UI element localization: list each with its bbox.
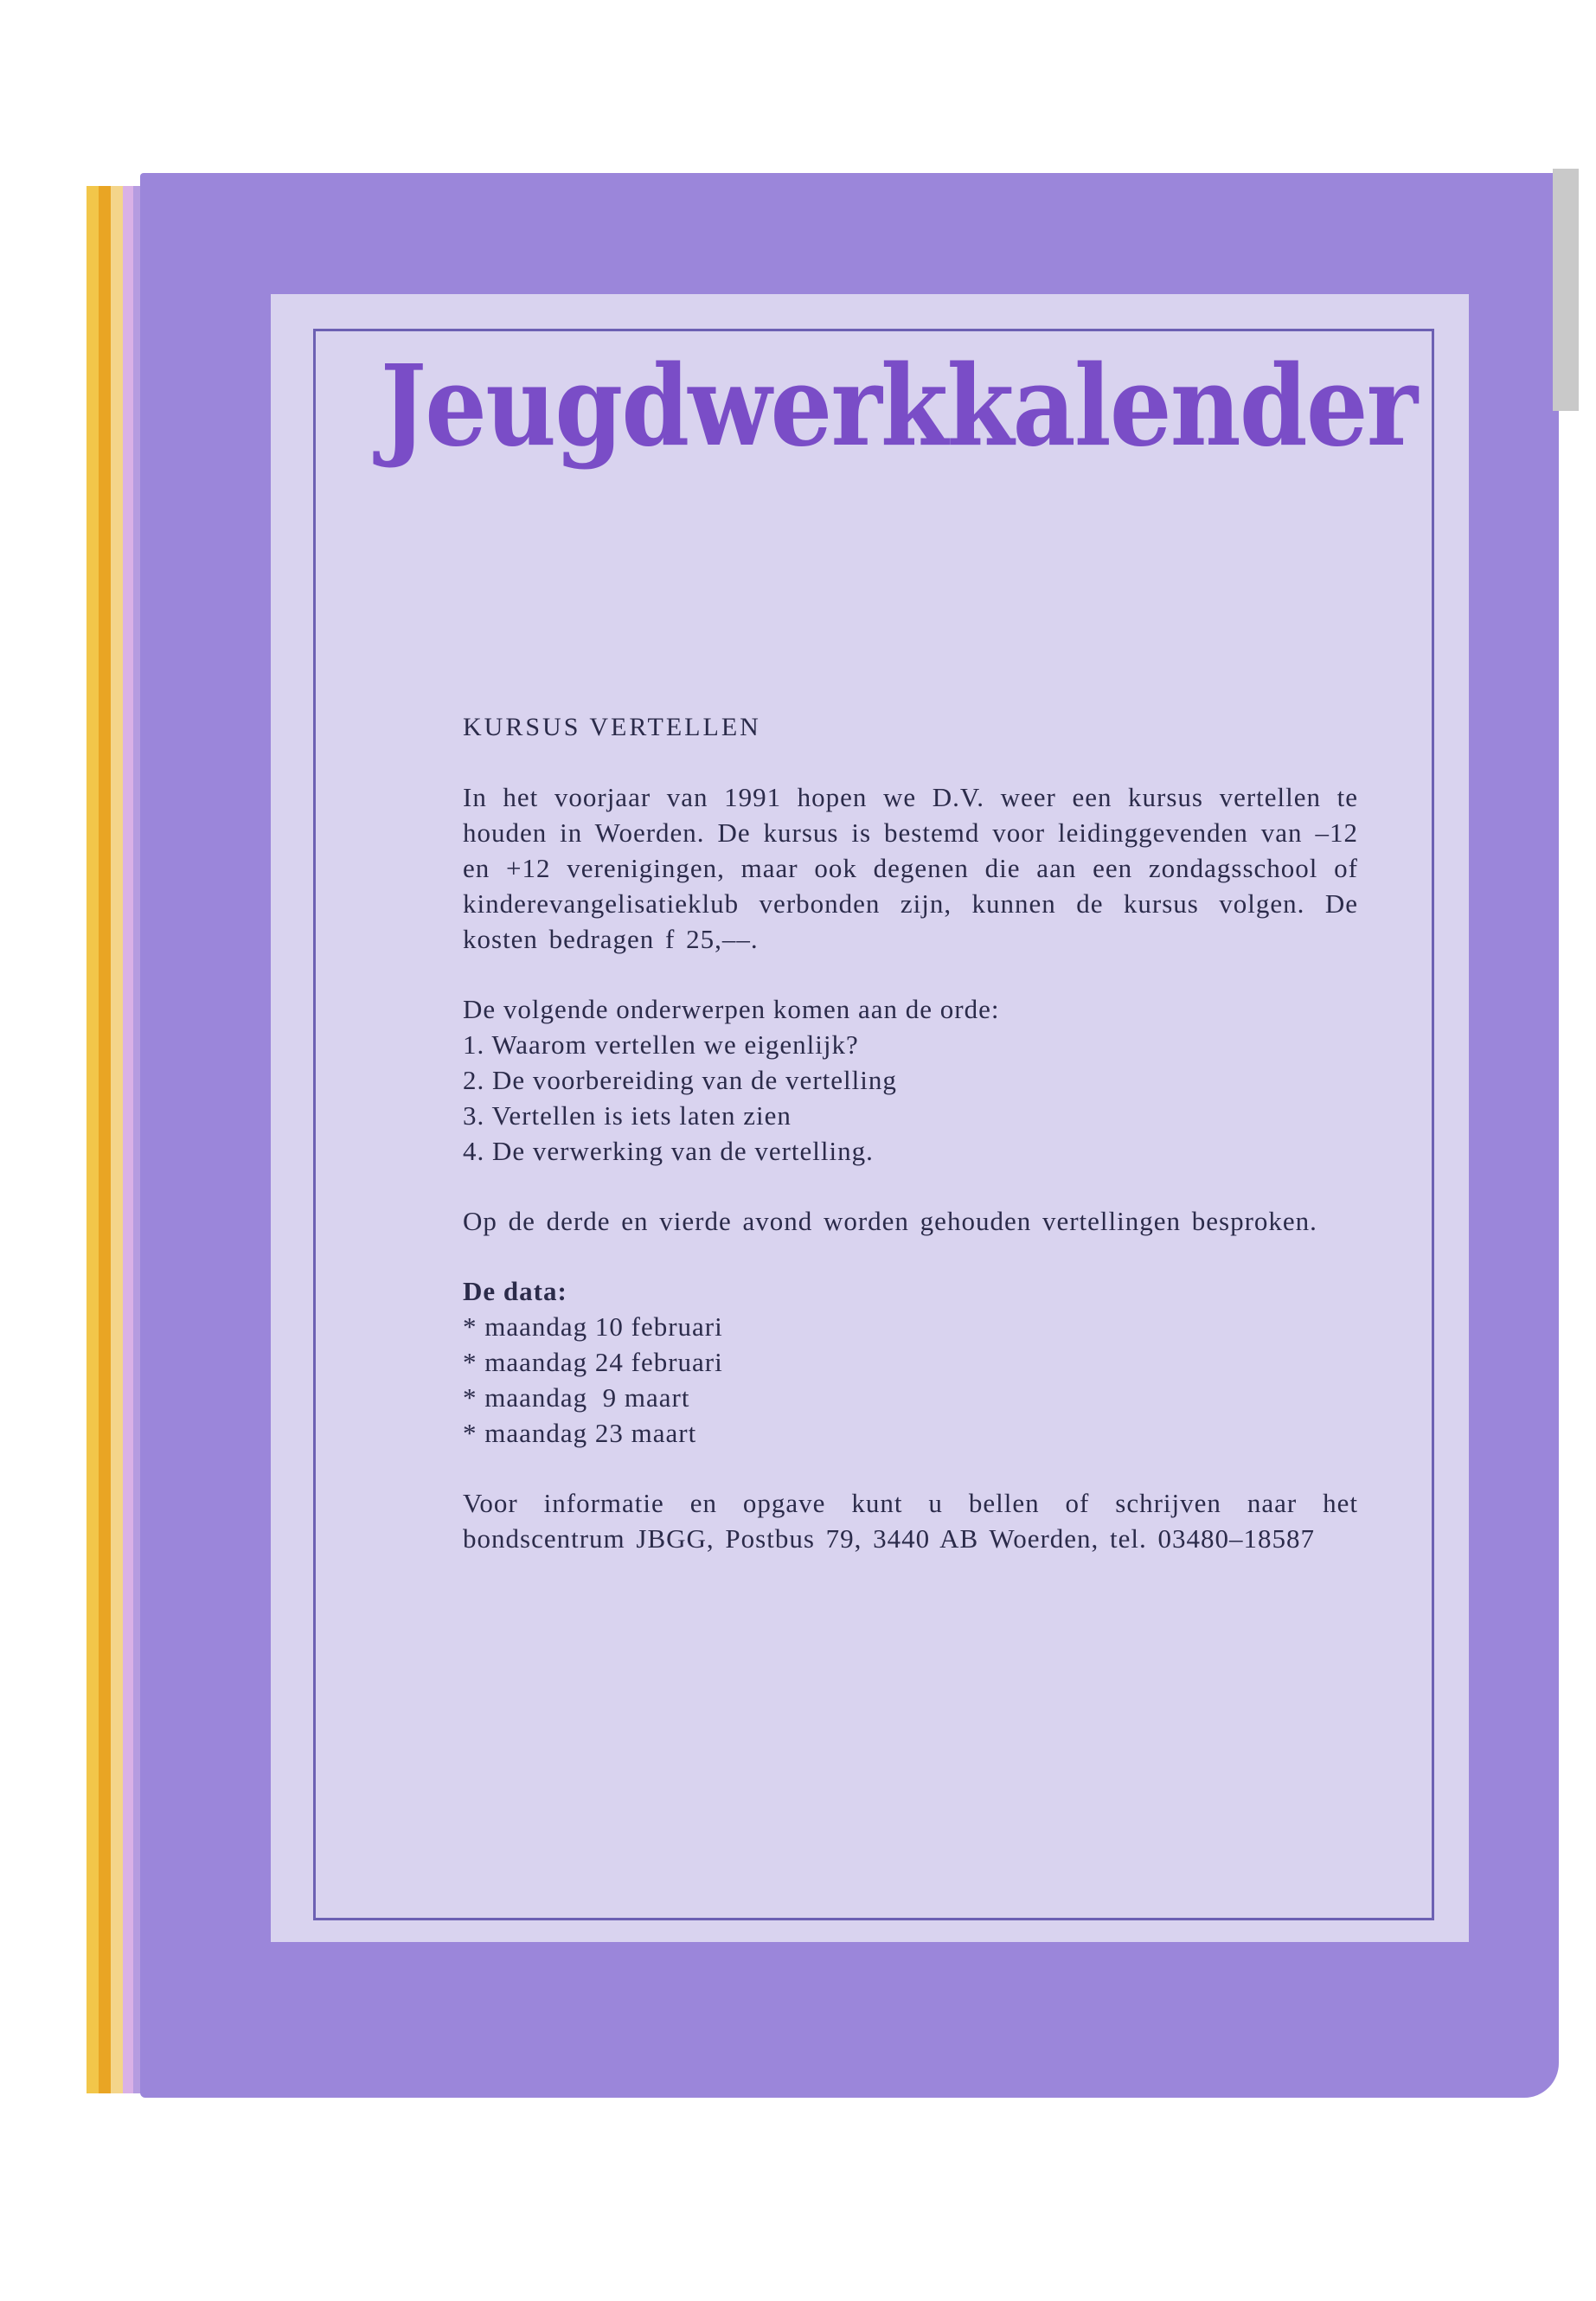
topics-intro: De volgende onderwerpen komen aan de orde: [463,994,1000,1024]
list-item: 1. Waarom vertellen we eigenlijk? [463,1029,859,1060]
contact-paragraph: Voor informatie en opgave kunt u bellen of schrijven naar het bondscentrum JBGG, Postbus 79, 3440 AB Woerden, tel. 03480–18587 [463,1488,1358,1554]
list-item: * maandag 24 februari [463,1347,723,1377]
list-item: * maandag 10 februari [463,1311,723,1342]
list-item: * maandag 9 maart [463,1382,690,1413]
article-paragraph: In het voorjaar van 1991 hopen we D.V. weer een kursus vertellen te houden in Woerden. De kursus is bestemd voor leidinggevenden van –12 en +12 verenigingen, maar ook degenen die aan een zondagsschool of kinderevangelisatieklub verbonden zijn, kunnen de kursus volgen. De kosten bedragen f 25,––. [463,782,1358,954]
list-item: 2. De voorbereiding van de vertelling [463,1065,897,1095]
masthead-title: Jeugdwerkkalender [380,342,1417,471]
page-tab [1553,169,1579,411]
list-item: 3. Vertellen is iets laten zien [463,1100,792,1131]
article-paragraph: Op de derde en vierde avond worden gehouden vertellingen besproken. [463,1206,1317,1236]
dates-list [463,1309,1358,1451]
list-item: 4. De verwerking van de vertelling. [463,1136,874,1166]
topics-list [463,1027,1358,1169]
page-edge-yellow [87,186,99,2093]
article-heading: KURSUS VERTELLEN [463,713,761,741]
page-edge-cream [111,186,123,2093]
article [463,709,1358,1591]
page-edge-orange [99,186,111,2093]
list-item: * maandag 23 maart [463,1418,697,1448]
dates-heading: De data: [463,1276,567,1306]
